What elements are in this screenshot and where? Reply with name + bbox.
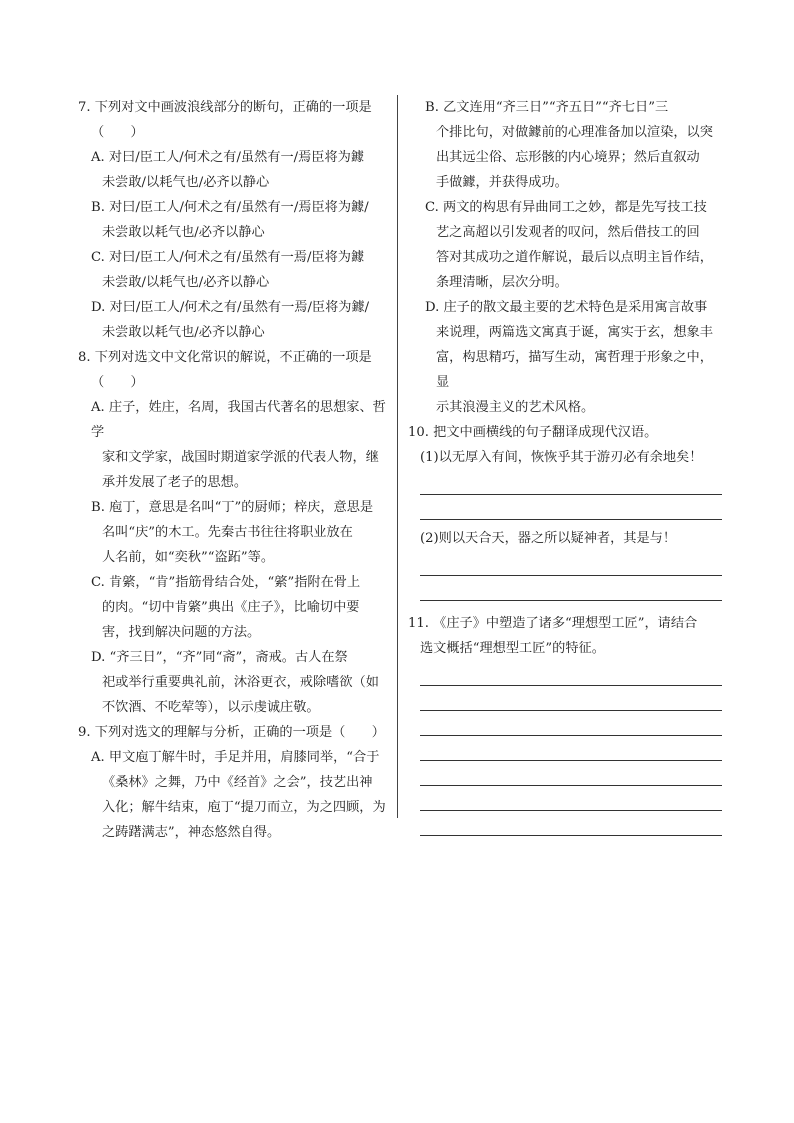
- question-9-stem: 9. 下列对选文的理解与分析，正确的一项是（ ）: [78, 725, 385, 740]
- answer-line[interactable]: [420, 470, 722, 495]
- q9-option-line: 答对其成功之道作解说，最后以点明主旨作结，: [436, 250, 713, 265]
- q8-option-line: 害，找到解决问题的方法。: [102, 625, 261, 640]
- q7-option-line: 未尝敢/以耗气也/必齐以静心: [102, 175, 270, 190]
- question-11: [408, 611, 722, 836]
- q8-option-line: A. 庄子，姓庄，名周，我国古代著名的思想家、哲学: [91, 400, 386, 440]
- q8-option-line: B. 庖丁，意思是名叫“丁”的厨师；梓庆，意思是: [91, 500, 374, 515]
- right-column: [408, 95, 722, 836]
- question-8-paren: （ ）: [91, 375, 144, 390]
- q9-option-line: 手做鐻，并获得成功。: [436, 175, 568, 190]
- q9-option-line: 入化；解牛结束，庖丁“提刀而立，为之四顾，为: [102, 800, 386, 815]
- q8-option-line: 承并发展了老子的思想。: [102, 475, 248, 490]
- q9-option-line: 出其远尘俗、忘形骸的内心境界；然后直叙动: [436, 150, 700, 165]
- q9-option-line: 示其浪漫主义的艺术风格。: [436, 400, 595, 415]
- question-11-stem-cont: 选文概括“理想型工匠”的特征。: [420, 641, 605, 656]
- question-10-sub1: (1)以无厚入有间，恢恢乎其于游刃必有余地矣！: [420, 450, 703, 465]
- q7-option-line: 未尝敢/以耗气也/必齐以静心: [102, 275, 270, 290]
- answer-line[interactable]: [420, 711, 722, 736]
- question-7: [78, 95, 390, 345]
- q9-option-line: B. 乙文连用“齐三日”“齐五日”“齐七日”三: [425, 100, 669, 115]
- q9-option-line: A. 甲文庖丁解牛时，手足并用，肩膝同举，“合于: [91, 750, 380, 765]
- answer-line[interactable]: [420, 661, 722, 686]
- answer-line[interactable]: [420, 811, 722, 836]
- left-column: [78, 95, 390, 845]
- q8-option-line: 不饮酒、不吃荤等），以示虔诚庄敬。: [102, 700, 320, 715]
- question-9-continued: [412, 95, 722, 420]
- answer-line[interactable]: [420, 576, 722, 601]
- q9-option-line: 条理清晰，层次分明。: [436, 275, 568, 290]
- question-8: [78, 345, 390, 720]
- answer-line[interactable]: [420, 786, 722, 811]
- question-11-stem: 11. 《庄子》中塑造了诸多“理想型工匠”，请结合: [408, 616, 698, 631]
- question-8-stem: 8. 下列对选文中文化常识的解说，不正确的一项是: [78, 350, 372, 365]
- q8-option-line: 人名前，如“奕秋”“盗跖”等。: [102, 550, 275, 565]
- question-7-stem: 7. 下列对文中画波浪线部分的断句，正确的一项是: [78, 100, 372, 115]
- q9-option-line: D. 庄子的散文最主要的艺术特色是采用寓言故事: [425, 300, 708, 315]
- question-10-stem: 10. 把文中画横线的句子翻译成现代汉语。: [408, 425, 658, 440]
- question-9: [78, 720, 390, 845]
- answer-line[interactable]: [420, 761, 722, 786]
- q7-option-line: 未尝敢以耗气也/必齐以静心: [102, 225, 265, 240]
- q9-option-line: 之踌躇满志”，神态悠然自得。: [102, 825, 281, 840]
- q7-option-line: B. 对曰/臣工人/何术之有/虽然有一/焉臣将为鐻/: [91, 200, 369, 215]
- q7-option-line: C. 对曰/臣工人/何术之有/虽然有一焉/臣将为鐻: [91, 250, 365, 265]
- q8-option-line: 的肉。“切中肯綮”典出《庄子》，比喻切中要: [102, 600, 360, 615]
- q9-option-line: 艺之高超以引发观者的叹问，然后借技工的回: [436, 225, 700, 240]
- q7-option-line: A. 对曰/臣工人/何术之有/虽然有一/焉臣将为鐻: [91, 150, 365, 165]
- q8-option-line: 祀或举行重要典礼前，沐浴更衣，戒除嗜欲（如: [102, 675, 379, 690]
- q8-option-line: 家和文学家，战国时期道家学派的代表人物，继: [102, 450, 379, 465]
- answer-line[interactable]: [420, 736, 722, 761]
- question-7-paren: （ ）: [91, 125, 144, 140]
- answer-line[interactable]: [420, 495, 722, 520]
- answer-line[interactable]: [420, 686, 722, 711]
- q9-option-line: C. 两文的构思有异曲同工之妙，都是先写技工技: [425, 200, 707, 215]
- column-divider: [397, 95, 398, 818]
- question-10: [408, 420, 722, 601]
- q7-option-line: D. 对曰/臣工人/何术之有/虽然有一焉/臣将为鐻/: [91, 300, 370, 315]
- q7-option-line: 未尝敢以耗气也/必齐以静心: [102, 325, 265, 340]
- q8-option-line: D. “齐三日”，“齐”同“斋”，斋戒。古人在祭: [91, 650, 348, 665]
- question-10-sub2: (2)则以天合天，器之所以疑神者，其是与！: [420, 531, 677, 546]
- q9-option-line: 个排比句，对做鐻前的心理准备加以渲染，以突: [436, 125, 713, 140]
- q8-option-line: C. 肯綮，“肯”指筋骨结合处，“綮”指附在骨上: [91, 575, 361, 590]
- answer-line[interactable]: [420, 551, 722, 576]
- q9-option-line: 《桑林》之舞，乃中《经首》之会”，技艺出神: [102, 775, 373, 790]
- q8-option-line: 名叫“庆”的木工。先秦古书往往将职业放在: [102, 525, 353, 540]
- q9-option-line: 来说理，两篇选文寓真于诞，寓实于玄，想象丰: [436, 325, 713, 340]
- q9-option-line: 富，构思精巧，描写生动，寓哲理于形象之中，显: [436, 350, 713, 390]
